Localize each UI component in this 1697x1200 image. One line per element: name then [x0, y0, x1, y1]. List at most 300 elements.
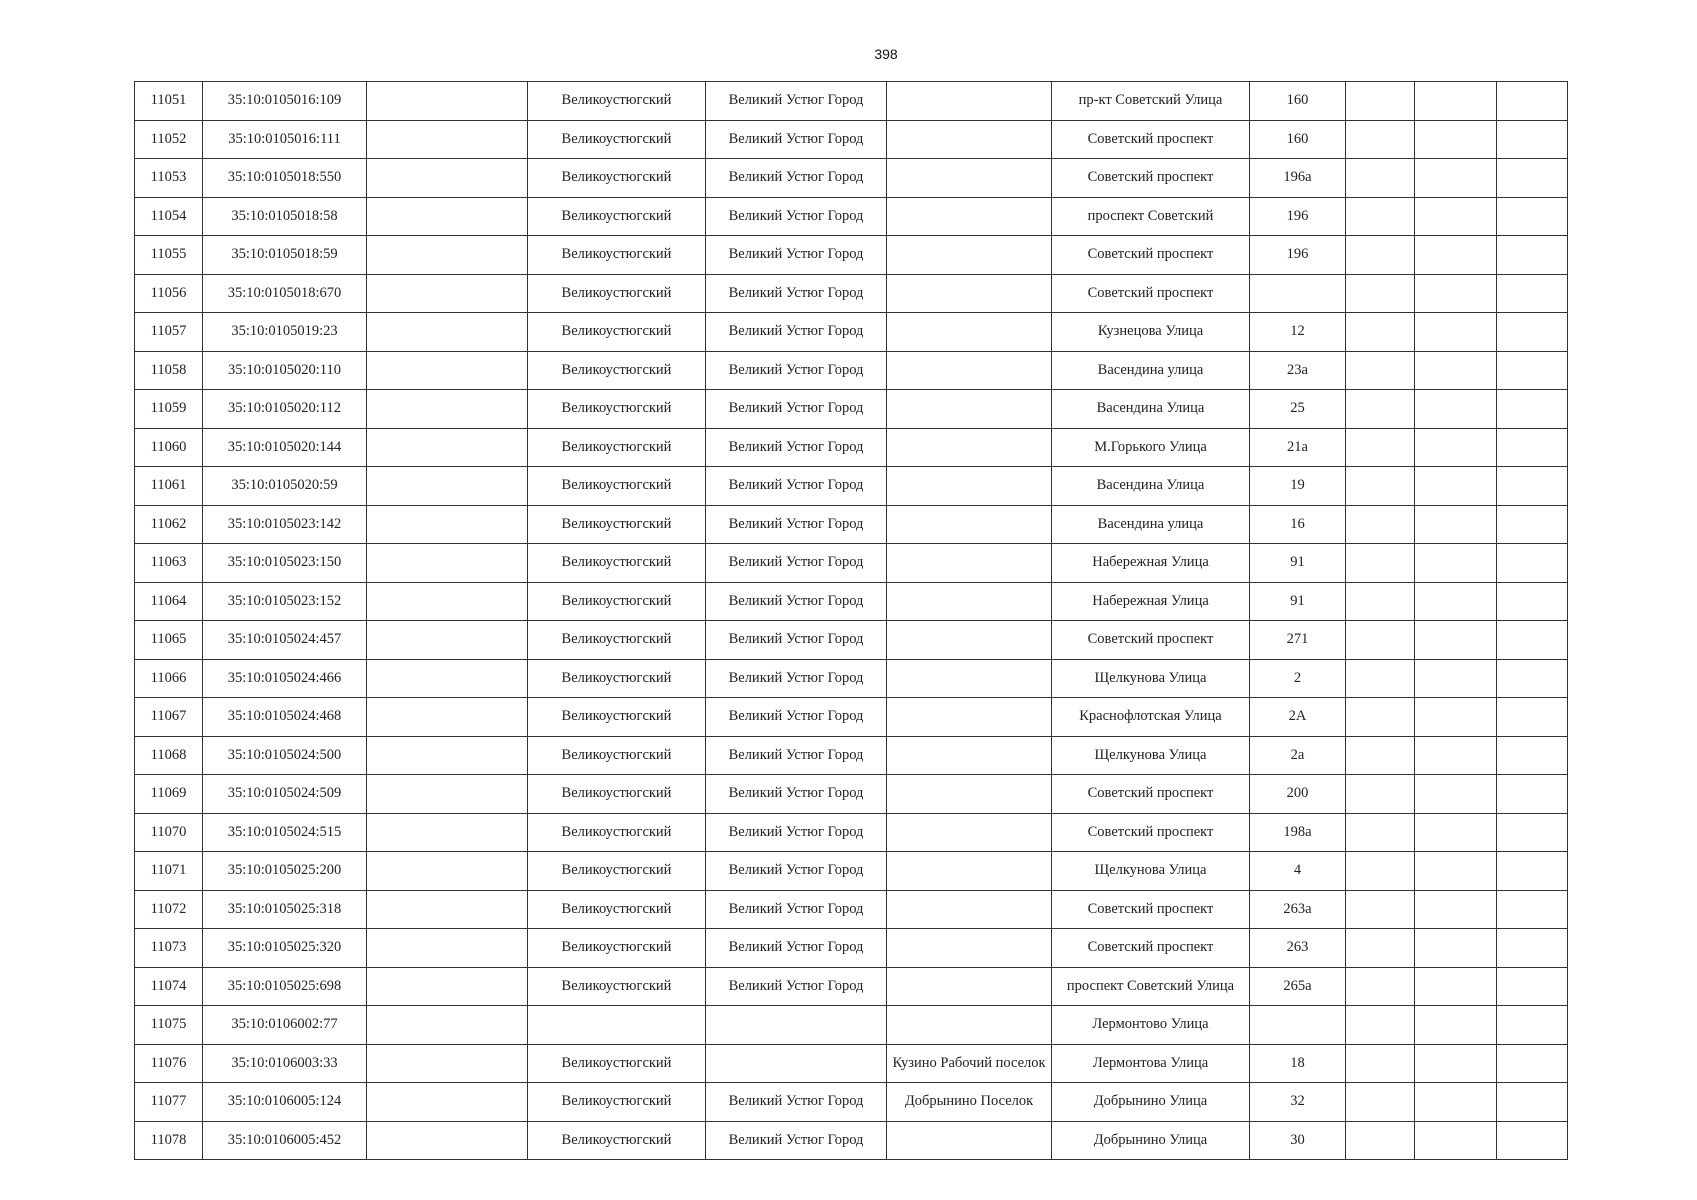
blank-cell: [367, 1044, 528, 1083]
settlement-cell: [887, 659, 1052, 698]
blank-cell: [367, 929, 528, 968]
blank-cell: [1415, 775, 1497, 814]
row-number-cell: 11071: [135, 852, 203, 891]
city-cell: Великий Устюг Город: [706, 351, 887, 390]
blank-cell: [1346, 582, 1415, 621]
district-cell: Великоустюгский: [528, 428, 706, 467]
house-number-cell: 12: [1250, 313, 1346, 352]
cadastral-number-cell: 35:10:0105018:670: [203, 274, 367, 313]
district-cell: Великоустюгский: [528, 967, 706, 1006]
city-cell: [706, 1006, 887, 1045]
street-cell: Советский проспект: [1052, 621, 1250, 660]
street-cell: Набережная Улица: [1052, 582, 1250, 621]
district-cell: Великоустюгский: [528, 120, 706, 159]
row-number-cell: 11076: [135, 1044, 203, 1083]
blank-cell: [367, 428, 528, 467]
table-row: [135, 852, 1568, 891]
city-cell: Великий Устюг Город: [706, 813, 887, 852]
cadastral-number-cell: 35:10:0105018:550: [203, 159, 367, 198]
blank-cell: [1497, 929, 1568, 968]
blank-cell: [367, 1121, 528, 1160]
blank-cell: [1497, 698, 1568, 737]
house-number-cell: 91: [1250, 582, 1346, 621]
cadastral-number-cell: 35:10:0106005:452: [203, 1121, 367, 1160]
cadastral-number-cell: 35:10:0105025:698: [203, 967, 367, 1006]
cadastral-number-cell: 35:10:0105023:152: [203, 582, 367, 621]
blank-cell: [367, 582, 528, 621]
table-row: [135, 775, 1568, 814]
house-number-cell: 196а: [1250, 159, 1346, 198]
blank-cell: [1346, 197, 1415, 236]
street-cell: Советский проспект: [1052, 236, 1250, 275]
district-cell: Великоустюгский: [528, 505, 706, 544]
house-number-cell: 91: [1250, 544, 1346, 583]
blank-cell: [1497, 428, 1568, 467]
house-number-cell: 21а: [1250, 428, 1346, 467]
house-number-cell: 198а: [1250, 813, 1346, 852]
cadastral-number-cell: 35:10:0105020:59: [203, 467, 367, 506]
cadastral-number-cell: 35:10:0105024:515: [203, 813, 367, 852]
table-row: [135, 428, 1568, 467]
blank-cell: [1497, 82, 1568, 121]
row-number-cell: 11072: [135, 890, 203, 929]
city-cell: Великий Устюг Город: [706, 159, 887, 198]
table-row: [135, 1044, 1568, 1083]
blank-cell: [1346, 351, 1415, 390]
blank-cell: [1497, 1083, 1568, 1122]
blank-cell: [1346, 659, 1415, 698]
city-cell: Великий Устюг Город: [706, 1121, 887, 1160]
table-row: [135, 159, 1568, 198]
blank-cell: [1415, 428, 1497, 467]
blank-cell: [367, 967, 528, 1006]
street-cell: Советский проспект: [1052, 159, 1250, 198]
settlement-cell: [887, 967, 1052, 1006]
blank-cell: [1497, 313, 1568, 352]
house-number-cell: 196: [1250, 197, 1346, 236]
row-number-cell: 11051: [135, 82, 203, 121]
blank-cell: [367, 505, 528, 544]
blank-cell: [1415, 736, 1497, 775]
street-cell: Васендина Улица: [1052, 467, 1250, 506]
city-cell: Великий Устюг Город: [706, 428, 887, 467]
blank-cell: [1497, 1044, 1568, 1083]
cadastral-number-cell: 35:10:0105020:112: [203, 390, 367, 429]
blank-cell: [1346, 428, 1415, 467]
city-cell: Великий Устюг Город: [706, 467, 887, 506]
blank-cell: [1497, 505, 1568, 544]
table-row: [135, 1006, 1568, 1045]
settlement-cell: [887, 351, 1052, 390]
row-number-cell: 11056: [135, 274, 203, 313]
district-cell: Великоустюгский: [528, 274, 706, 313]
street-cell: Васендина Улица: [1052, 390, 1250, 429]
blank-cell: [1497, 120, 1568, 159]
cadastral-number-cell: 35:10:0105018:59: [203, 236, 367, 275]
settlement-cell: [887, 82, 1052, 121]
row-number-cell: 11067: [135, 698, 203, 737]
blank-cell: [367, 852, 528, 891]
city-cell: Великий Устюг Город: [706, 313, 887, 352]
blank-cell: [1346, 159, 1415, 198]
street-cell: Лермонтово Улица: [1052, 1006, 1250, 1045]
row-number-cell: 11057: [135, 313, 203, 352]
blank-cell: [1497, 236, 1568, 275]
blank-cell: [1346, 852, 1415, 891]
house-number-cell: 2: [1250, 659, 1346, 698]
settlement-cell: Кузино Рабочий поселок: [887, 1044, 1052, 1083]
blank-cell: [1346, 929, 1415, 968]
settlement-cell: [887, 736, 1052, 775]
city-cell: [706, 1044, 887, 1083]
blank-cell: [1346, 313, 1415, 352]
settlement-cell: [887, 621, 1052, 660]
settlement-cell: [887, 313, 1052, 352]
house-number-cell: [1250, 274, 1346, 313]
city-cell: Великий Устюг Город: [706, 274, 887, 313]
city-cell: Великий Устюг Город: [706, 236, 887, 275]
row-number-cell: 11058: [135, 351, 203, 390]
district-cell: Великоустюгский: [528, 197, 706, 236]
row-number-cell: 11055: [135, 236, 203, 275]
district-cell: Великоустюгский: [528, 852, 706, 891]
settlement-cell: Добрынино Поселок: [887, 1083, 1052, 1122]
settlement-cell: [887, 197, 1052, 236]
city-cell: Великий Устюг Город: [706, 390, 887, 429]
row-number-cell: 11069: [135, 775, 203, 814]
district-cell: Великоустюгский: [528, 621, 706, 660]
blank-cell: [1415, 967, 1497, 1006]
blank-cell: [1415, 197, 1497, 236]
house-number-cell: 19: [1250, 467, 1346, 506]
city-cell: Великий Устюг Город: [706, 621, 887, 660]
blank-cell: [1415, 236, 1497, 275]
house-number-cell: 2А: [1250, 698, 1346, 737]
blank-cell: [1415, 621, 1497, 660]
blank-cell: [367, 197, 528, 236]
settlement-cell: [887, 582, 1052, 621]
settlement-cell: [887, 390, 1052, 429]
row-number-cell: 11061: [135, 467, 203, 506]
table-row: [135, 544, 1568, 583]
house-number-cell: 196: [1250, 236, 1346, 275]
street-cell: Добрынино Улица: [1052, 1083, 1250, 1122]
district-cell: Великоустюгский: [528, 890, 706, 929]
blank-cell: [1415, 351, 1497, 390]
row-number-cell: 11078: [135, 1121, 203, 1160]
blank-cell: [1415, 505, 1497, 544]
house-number-cell: [1250, 1006, 1346, 1045]
blank-cell: [367, 890, 528, 929]
house-number-cell: 32: [1250, 1083, 1346, 1122]
settlement-cell: [887, 120, 1052, 159]
table-row: [135, 582, 1568, 621]
cadastral-number-cell: 35:10:0106005:124: [203, 1083, 367, 1122]
table-row: [135, 236, 1568, 275]
settlement-cell: [887, 274, 1052, 313]
street-cell: Кузнецова Улица: [1052, 313, 1250, 352]
settlement-cell: [887, 1006, 1052, 1045]
district-cell: [528, 1006, 706, 1045]
blank-cell: [1346, 1006, 1415, 1045]
table-row: [135, 813, 1568, 852]
blank-cell: [1415, 852, 1497, 891]
row-number-cell: 11065: [135, 621, 203, 660]
blank-cell: [367, 544, 528, 583]
settlement-cell: [887, 1121, 1052, 1160]
cadastral-number-cell: 35:10:0105018:58: [203, 197, 367, 236]
blank-cell: [367, 813, 528, 852]
cadastral-number-cell: 35:10:0105023:150: [203, 544, 367, 583]
district-cell: Великоустюгский: [528, 351, 706, 390]
blank-cell: [1497, 736, 1568, 775]
table-row: [135, 120, 1568, 159]
row-number-cell: 11052: [135, 120, 203, 159]
city-cell: Великий Устюг Город: [706, 120, 887, 159]
blank-cell: [1346, 621, 1415, 660]
blank-cell: [1497, 467, 1568, 506]
city-cell: Великий Устюг Город: [706, 967, 887, 1006]
blank-cell: [1497, 197, 1568, 236]
blank-cell: [1497, 351, 1568, 390]
district-cell: Великоустюгский: [528, 698, 706, 737]
blank-cell: [367, 659, 528, 698]
district-cell: Великоустюгский: [528, 544, 706, 583]
city-cell: Великий Устюг Город: [706, 582, 887, 621]
street-cell: Советский проспект: [1052, 929, 1250, 968]
blank-cell: [1415, 82, 1497, 121]
district-cell: Великоустюгский: [528, 313, 706, 352]
blank-cell: [1346, 544, 1415, 583]
table-row: [135, 1083, 1568, 1122]
street-cell: Советский проспект: [1052, 120, 1250, 159]
table-row: [135, 698, 1568, 737]
house-number-cell: 265а: [1250, 967, 1346, 1006]
blank-cell: [367, 390, 528, 429]
table-body: [135, 82, 1568, 1160]
street-cell: Щелкунова Улица: [1052, 852, 1250, 891]
table-row: [135, 890, 1568, 929]
blank-cell: [1415, 813, 1497, 852]
settlement-cell: [887, 698, 1052, 737]
blank-cell: [1346, 890, 1415, 929]
cadastral-number-cell: 35:10:0105020:144: [203, 428, 367, 467]
blank-cell: [1346, 1083, 1415, 1122]
blank-cell: [1346, 236, 1415, 275]
city-cell: Великий Устюг Город: [706, 544, 887, 583]
city-cell: Великий Устюг Город: [706, 197, 887, 236]
house-number-cell: 160: [1250, 82, 1346, 121]
house-number-cell: 23а: [1250, 351, 1346, 390]
cadastral-number-cell: 35:10:0105025:318: [203, 890, 367, 929]
row-number-cell: 11073: [135, 929, 203, 968]
house-number-cell: 18: [1250, 1044, 1346, 1083]
cadastral-number-cell: 35:10:0105016:111: [203, 120, 367, 159]
district-cell: Великоустюгский: [528, 82, 706, 121]
city-cell: Великий Устюг Город: [706, 1083, 887, 1122]
blank-cell: [1497, 890, 1568, 929]
row-number-cell: 11077: [135, 1083, 203, 1122]
blank-cell: [1415, 890, 1497, 929]
house-number-cell: 263а: [1250, 890, 1346, 929]
street-cell: Щелкунова Улица: [1052, 736, 1250, 775]
district-cell: Великоустюгский: [528, 236, 706, 275]
blank-cell: [367, 736, 528, 775]
blank-cell: [367, 467, 528, 506]
street-cell: Лермонтова Улица: [1052, 1044, 1250, 1083]
blank-cell: [1346, 505, 1415, 544]
blank-cell: [1415, 1044, 1497, 1083]
blank-cell: [1415, 120, 1497, 159]
blank-cell: [1497, 582, 1568, 621]
table-row: [135, 659, 1568, 698]
blank-cell: [367, 351, 528, 390]
blank-cell: [367, 1006, 528, 1045]
district-cell: Великоустюгский: [528, 467, 706, 506]
city-cell: Великий Устюг Город: [706, 890, 887, 929]
blank-cell: [1497, 159, 1568, 198]
blank-cell: [367, 236, 528, 275]
street-cell: Советский проспект: [1052, 890, 1250, 929]
blank-cell: [1415, 582, 1497, 621]
city-cell: Великий Устюг Город: [706, 852, 887, 891]
blank-cell: [1415, 1121, 1497, 1160]
settlement-cell: [887, 159, 1052, 198]
row-number-cell: 11074: [135, 967, 203, 1006]
blank-cell: [367, 120, 528, 159]
city-cell: Великий Устюг Город: [706, 736, 887, 775]
street-cell: проспект Советский: [1052, 197, 1250, 236]
blank-cell: [1497, 544, 1568, 583]
cadastral-number-cell: 35:10:0105024:457: [203, 621, 367, 660]
blank-cell: [1346, 736, 1415, 775]
house-number-cell: 25: [1250, 390, 1346, 429]
district-cell: Великоустюгский: [528, 813, 706, 852]
house-number-cell: 271: [1250, 621, 1346, 660]
row-number-cell: 11070: [135, 813, 203, 852]
row-number-cell: 11075: [135, 1006, 203, 1045]
district-cell: Великоустюгский: [528, 736, 706, 775]
table-row: [135, 621, 1568, 660]
district-cell: Великоустюгский: [528, 929, 706, 968]
street-cell: Добрынино Улица: [1052, 1121, 1250, 1160]
row-number-cell: 11063: [135, 544, 203, 583]
city-cell: Великий Устюг Город: [706, 505, 887, 544]
blank-cell: [1415, 544, 1497, 583]
cadastral-number-cell: 35:10:0106002:77: [203, 1006, 367, 1045]
city-cell: Великий Устюг Город: [706, 775, 887, 814]
blank-cell: [1497, 1121, 1568, 1160]
cadastral-number-cell: 35:10:0105023:142: [203, 505, 367, 544]
district-cell: Великоустюгский: [528, 1044, 706, 1083]
blank-cell: [1346, 813, 1415, 852]
street-cell: пр-кт Советский Улица: [1052, 82, 1250, 121]
table-row: [135, 929, 1568, 968]
blank-cell: [1415, 659, 1497, 698]
blank-cell: [1346, 390, 1415, 429]
blank-cell: [1346, 698, 1415, 737]
blank-cell: [1346, 775, 1415, 814]
table-row: [135, 736, 1568, 775]
cadastral-number-cell: 35:10:0105019:23: [203, 313, 367, 352]
city-cell: Великий Устюг Город: [706, 929, 887, 968]
row-number-cell: 11062: [135, 505, 203, 544]
table-row: [135, 467, 1568, 506]
district-cell: Великоустюгский: [528, 390, 706, 429]
table-row: [135, 390, 1568, 429]
settlement-cell: [887, 505, 1052, 544]
blank-cell: [1497, 621, 1568, 660]
blank-cell: [367, 82, 528, 121]
city-cell: Великий Устюг Город: [706, 698, 887, 737]
blank-cell: [1415, 698, 1497, 737]
house-number-cell: 4: [1250, 852, 1346, 891]
table-row: [135, 505, 1568, 544]
blank-cell: [1497, 775, 1568, 814]
settlement-cell: [887, 813, 1052, 852]
table-row: [135, 274, 1568, 313]
blank-cell: [1415, 274, 1497, 313]
cadastral-number-cell: 35:10:0105024:466: [203, 659, 367, 698]
street-cell: Советский проспект: [1052, 813, 1250, 852]
table-row: [135, 313, 1568, 352]
cadastral-number-cell: 35:10:0105024:500: [203, 736, 367, 775]
page-number: 398: [874, 46, 898, 62]
table-row: [135, 351, 1568, 390]
settlement-cell: [887, 929, 1052, 968]
street-cell: Краснофлотская Улица: [1052, 698, 1250, 737]
cadastral-number-cell: 35:10:0106003:33: [203, 1044, 367, 1083]
blank-cell: [1497, 390, 1568, 429]
settlement-cell: [887, 544, 1052, 583]
street-cell: проспект Советский Улица: [1052, 967, 1250, 1006]
settlement-cell: [887, 775, 1052, 814]
settlement-cell: [887, 852, 1052, 891]
cadastral-number-cell: 35:10:0105016:109: [203, 82, 367, 121]
table-row: [135, 1121, 1568, 1160]
house-number-cell: 2а: [1250, 736, 1346, 775]
table-row: [135, 197, 1568, 236]
street-cell: Советский проспект: [1052, 775, 1250, 814]
row-number-cell: 11053: [135, 159, 203, 198]
blank-cell: [1346, 274, 1415, 313]
street-cell: Васендина улица: [1052, 505, 1250, 544]
blank-cell: [1415, 313, 1497, 352]
house-number-cell: 160: [1250, 120, 1346, 159]
blank-cell: [1346, 467, 1415, 506]
blank-cell: [1497, 852, 1568, 891]
house-number-cell: 16: [1250, 505, 1346, 544]
cadastral-number-cell: 35:10:0105025:320: [203, 929, 367, 968]
table-row: [135, 967, 1568, 1006]
cadastral-number-cell: 35:10:0105024:509: [203, 775, 367, 814]
street-cell: Советский проспект: [1052, 274, 1250, 313]
street-cell: М.Горького Улица: [1052, 428, 1250, 467]
blank-cell: [1346, 120, 1415, 159]
row-number-cell: 11068: [135, 736, 203, 775]
row-number-cell: 11059: [135, 390, 203, 429]
row-number-cell: 11066: [135, 659, 203, 698]
house-number-cell: 263: [1250, 929, 1346, 968]
settlement-cell: [887, 890, 1052, 929]
blank-cell: [1497, 1006, 1568, 1045]
blank-cell: [367, 775, 528, 814]
cadastral-number-cell: 35:10:0105024:468: [203, 698, 367, 737]
district-cell: Великоустюгский: [528, 1121, 706, 1160]
blank-cell: [1497, 274, 1568, 313]
blank-cell: [1346, 967, 1415, 1006]
row-number-cell: 11064: [135, 582, 203, 621]
